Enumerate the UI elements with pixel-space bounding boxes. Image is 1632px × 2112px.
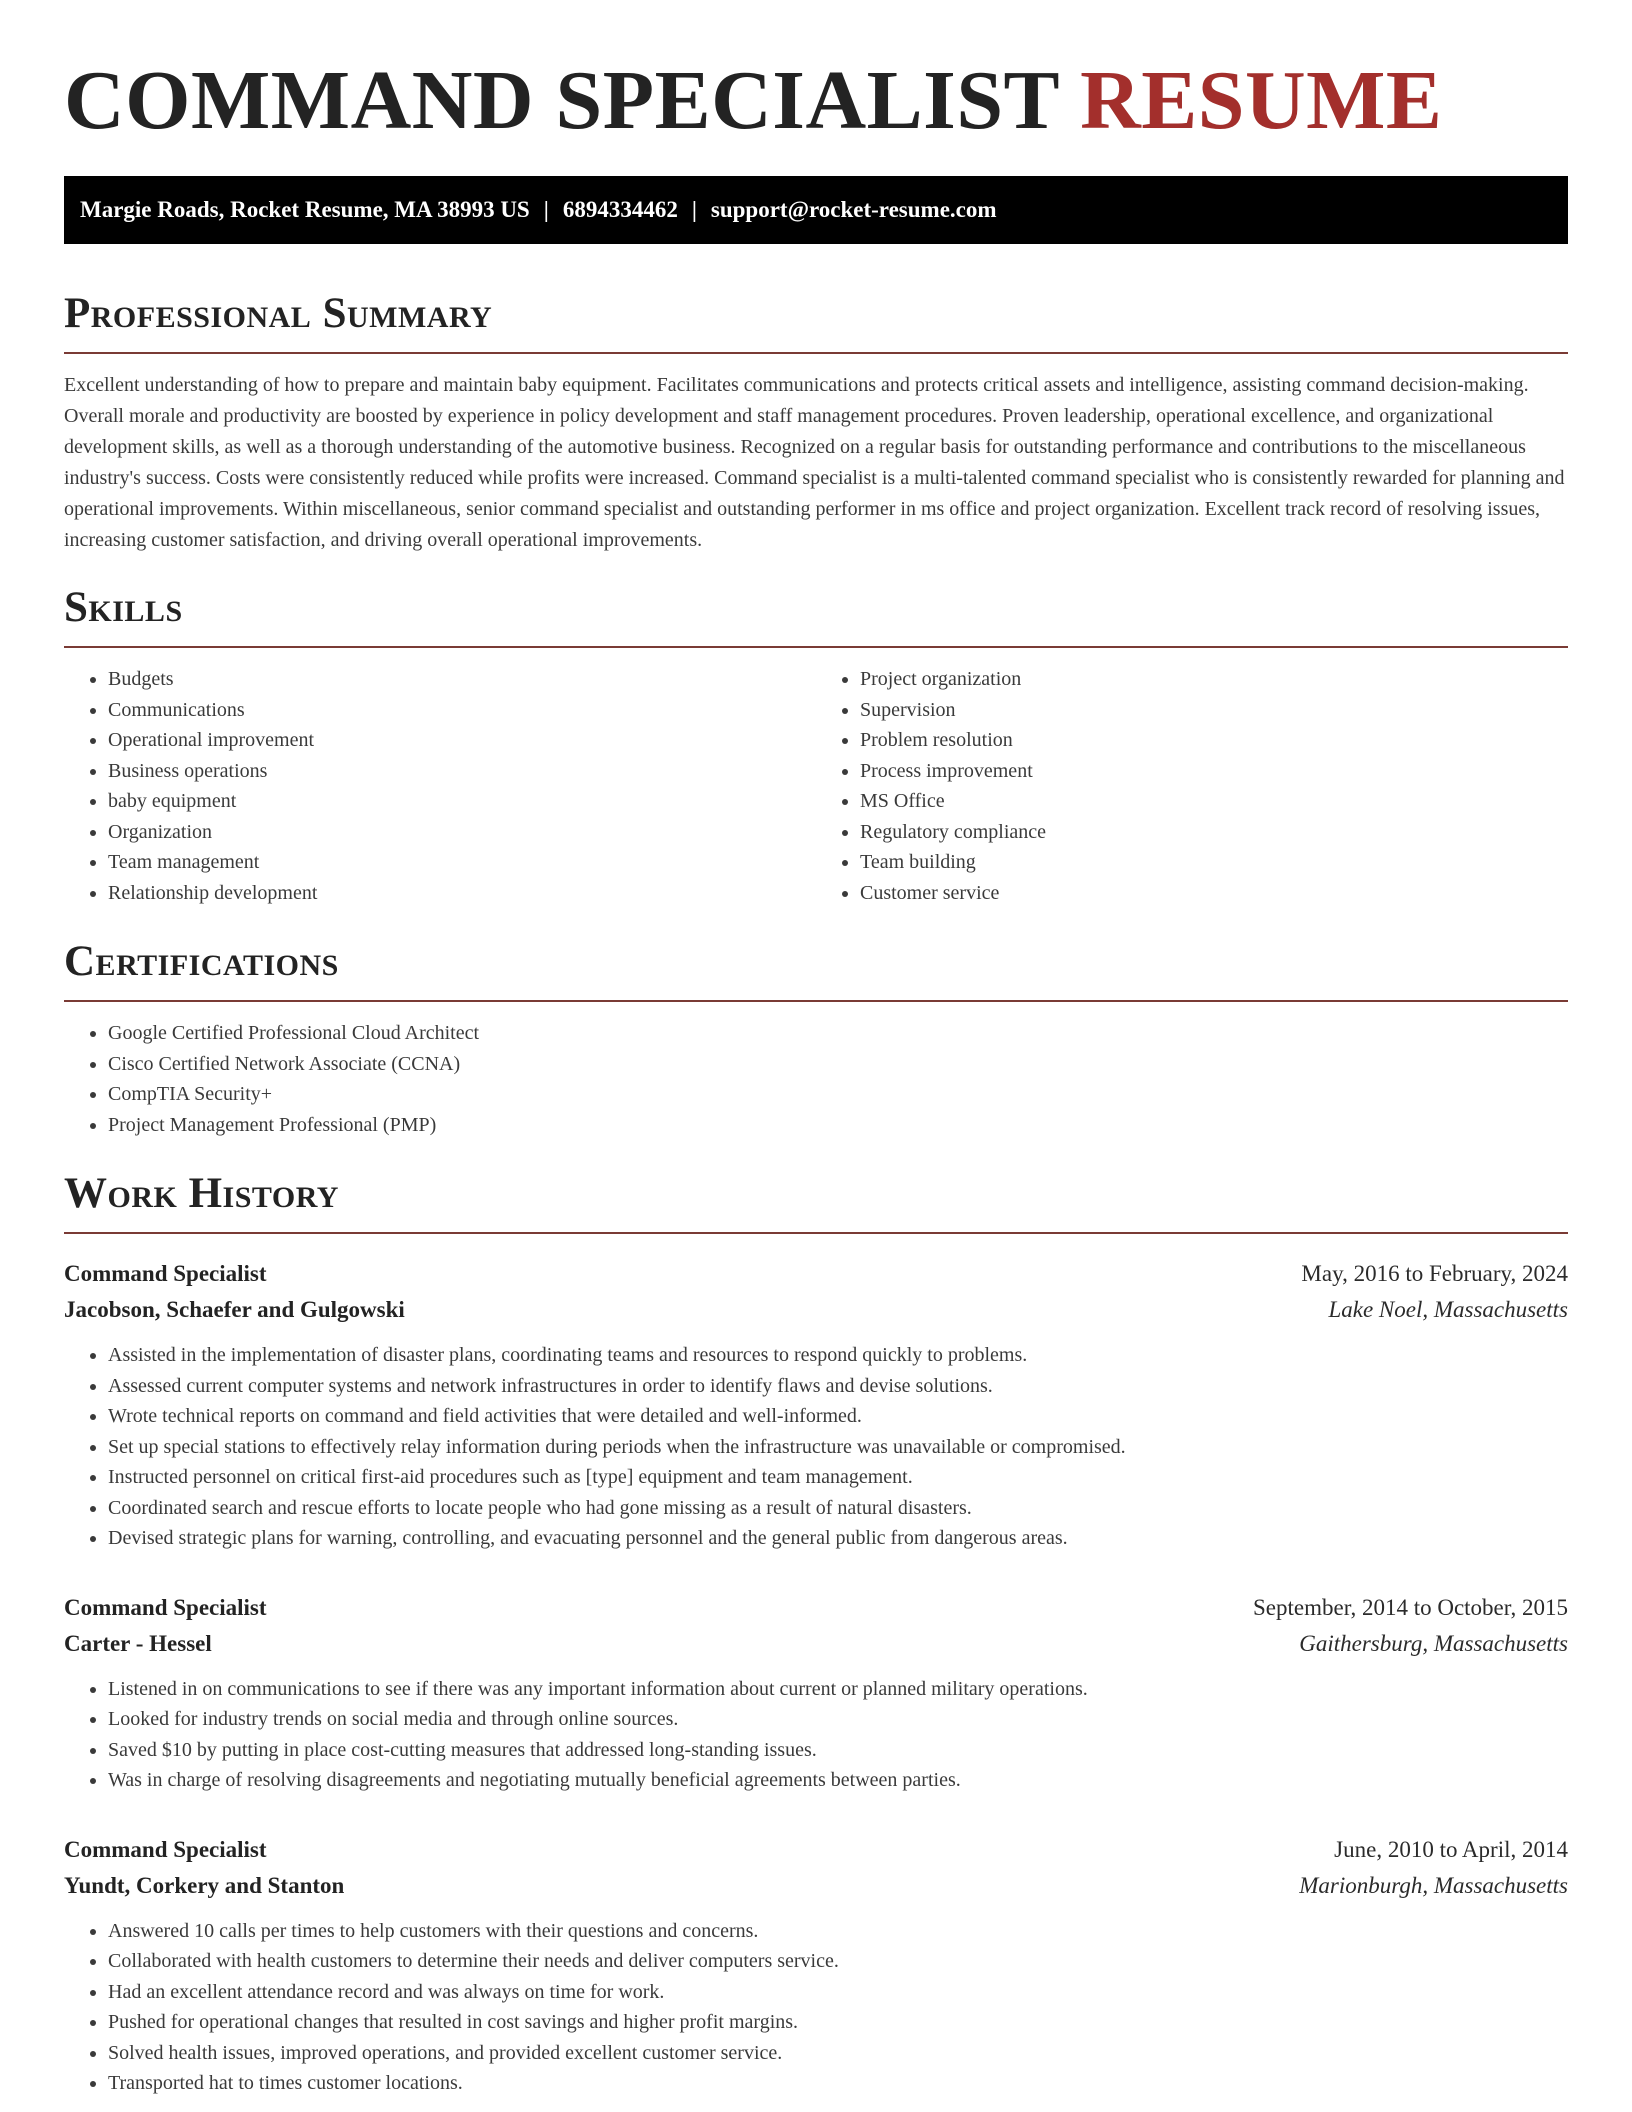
certifications-list xyxy=(64,1018,1568,1140)
contact-email[interactable]: support@rocket-resume.com xyxy=(710,197,997,222)
list-item: • Looked for industry trends on social media and through online sources. xyxy=(108,1704,1568,1735)
list-item: • Saved $10 by putting in place cost-cutting measures that addressed long-standing issues. xyxy=(108,1735,1568,1766)
list-item: • Team management xyxy=(108,847,816,878)
job-company: Yundt, Corkery and Stanton xyxy=(64,1872,345,1898)
job-bullets xyxy=(64,1916,1568,2099)
contact-address: Margie Roads, Rocket Resume, MA 38993 US xyxy=(80,197,530,222)
job-title: Command Specialist xyxy=(64,1261,267,1286)
contact-phone: 6894334462 xyxy=(562,197,678,222)
job-entry xyxy=(64,1256,1568,1554)
skills-list-right xyxy=(816,664,1568,908)
list-item: • Collaborated with health customers to determine their needs and deliver computers service. xyxy=(108,1946,1568,1977)
title-accent: RESUME xyxy=(1080,54,1443,147)
job-dates: September, 2014 to October, 2015 xyxy=(1253,1594,1568,1620)
job-company: Carter - Hessel xyxy=(64,1630,212,1656)
contact-separator: | xyxy=(543,197,549,222)
job-dates: June, 2010 to April, 2014 xyxy=(1334,1836,1568,1862)
list-item: • Coordinated search and rescue efforts to locate people who had gone missing as a result of natural disasters. xyxy=(108,1493,1568,1524)
list-item: • Supervision xyxy=(860,695,1568,726)
job-company-row xyxy=(64,1626,1568,1662)
list-item: • Devised strategic plans for warning, controlling, and evacuating personnel and the general public from dangerous areas. xyxy=(108,1523,1568,1554)
list-item: • Was in charge of resolving disagreements and negotiating mutually beneficial agreements between parties. xyxy=(108,1765,1568,1796)
list-item: • Problem resolution xyxy=(860,725,1568,756)
list-item: • Instructed personnel on critical first-aid procedures such as [type] equipment and team management. xyxy=(108,1462,1568,1493)
list-item: • Project Management Professional (PMP) xyxy=(108,1110,1568,1141)
job-location: Gaithersburg, Massachusetts xyxy=(1299,1630,1568,1656)
resume-title xyxy=(64,0,1568,176)
job-header-row xyxy=(64,1832,1568,1868)
list-item: • Wrote technical reports on command and field activities that were detailed and well-informed. xyxy=(108,1401,1568,1432)
job-company-row xyxy=(64,1292,1568,1328)
list-item: • Solved health issues, improved operations, and provided excellent customer service. xyxy=(108,2038,1568,2069)
job-entry xyxy=(64,1832,1568,2099)
job-title: Command Specialist xyxy=(64,1594,267,1620)
job-title: Command Specialist xyxy=(64,1836,267,1862)
list-item: • Cisco Certified Network Associate (CCNA) xyxy=(108,1049,1568,1080)
list-item: • Regulatory compliance xyxy=(860,817,1568,848)
list-item: • Project organization xyxy=(860,664,1568,695)
summary-heading: Professional Summary xyxy=(64,288,1568,354)
job-header-row xyxy=(64,1590,1568,1626)
list-item: • Team building xyxy=(860,847,1568,878)
contact-bar xyxy=(64,176,1568,244)
list-item: • Listened in on communications to see if there was any important information about current or planned military operations. xyxy=(108,1674,1568,1705)
list-item: • Communications xyxy=(108,695,816,726)
job-entry xyxy=(64,1590,1568,1796)
summary-text: Excellent understanding of how to prepare and maintain baby equipment. Facilitates communications and protects critical assets and intelligence, assisting command decision-making. Overall morale and productivity are boosted by experience in policy development and staff management procedures. Proven leadership, operational excellence, and organizational development skills, as well as a thorough understanding of the automotive business. Recognized on a regular basis for outstanding performance and contributions to the miscellaneous industry's success. Costs were consistently reduced while profits were increased. Command specialist is a multi-talented command specialist who is consistently rewarded for planning and operational improvements. Within miscellaneous, senior command specialist and outstanding performer in ms office and project organization. Excellent track record of resolving issues, increasing customer satisfaction, and driving overall operational improvements. xyxy=(64,374,1565,551)
list-item: • baby equipment xyxy=(108,786,816,817)
list-item: • Operational improvement xyxy=(108,725,816,756)
job-bullets xyxy=(64,1340,1568,1554)
job-company-row xyxy=(64,1868,1568,1904)
job-bullets xyxy=(64,1674,1568,1796)
list-item: • Customer service xyxy=(860,878,1568,909)
list-item: • Relationship development xyxy=(108,878,816,909)
list-item: • Assisted in the implementation of disaster plans, coordinating teams and resources to respond quickly to problems. xyxy=(108,1340,1568,1371)
contact-separator: | xyxy=(691,197,697,222)
list-item: • Set up special stations to effectively relay information during periods when the infrastructure was unavailable or compromised. xyxy=(108,1432,1568,1463)
list-item: • Process improvement xyxy=(860,756,1568,787)
work-history-heading: Work History xyxy=(64,1168,1568,1234)
skills-heading: Skills xyxy=(64,582,1568,648)
list-item: • Budgets xyxy=(108,664,816,695)
list-item: • Assessed current computer systems and network infrastructures in order to identify flaws and devise solutions. xyxy=(108,1371,1568,1402)
list-item: • Business operations xyxy=(108,756,816,787)
list-item: • MS Office xyxy=(860,786,1568,817)
skills-grid xyxy=(64,648,1568,908)
title-main: COMMAND SPECIALIST xyxy=(64,54,1059,147)
list-item: • Google Certified Professional Cloud Architect xyxy=(108,1018,1568,1049)
list-item: • CompTIA Security+ xyxy=(108,1079,1568,1110)
job-company: Jacobson, Schaefer and Gulgowski xyxy=(64,1297,405,1322)
list-item: • Had an excellent attendance record and was always on time for work. xyxy=(108,1977,1568,2008)
job-location: Lake Noel, Massachusetts xyxy=(1328,1297,1568,1322)
list-item: • Organization xyxy=(108,817,816,848)
job-location: Marionburgh, Massachusetts xyxy=(1299,1872,1568,1898)
list-item: • Transported hat to times customer locations. xyxy=(108,2068,1568,2099)
job-dates: May, 2016 to February, 2024 xyxy=(1301,1261,1568,1286)
list-item: • Answered 10 calls per times to help customers with their questions and concerns. xyxy=(108,1916,1568,1947)
skills-list-left xyxy=(64,664,816,908)
certifications-heading: Certifications xyxy=(64,936,1568,1002)
list-item: • Pushed for operational changes that resulted in cost savings and higher profit margins. xyxy=(108,2007,1568,2038)
job-header-row xyxy=(64,1256,1568,1292)
